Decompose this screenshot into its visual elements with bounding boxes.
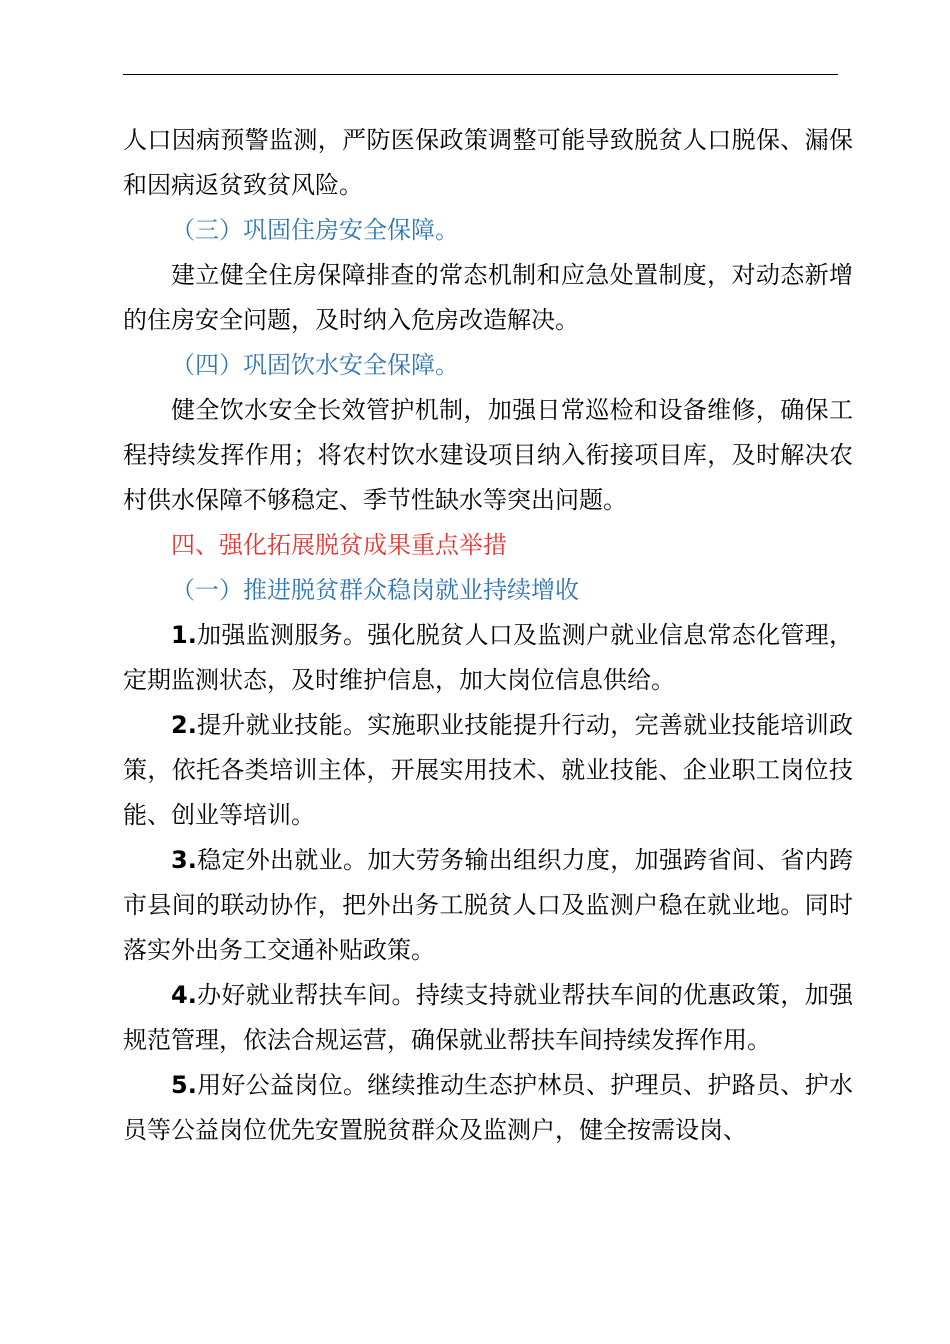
list-item-monitoring	[123, 613, 853, 703]
item-text: 提升就业技能。实施职业技能提升行动，完善就业技能培训政策，依托各类培训主体，开展实用技术、就业技能、企业职工岗位技能、创业等培训。	[123, 711, 853, 829]
section-heading-four: 四、强化拓展脱贫成果重点举措	[171, 531, 507, 559]
subheading-housing-safety: （三）巩固住房安全保障。	[171, 216, 459, 244]
item-text: 用好公益岗位。继续推动生态护林员、护理员、护路员、护水员等公益岗位优先安置脱贫群众及监测户，健全按需设岗、	[123, 1071, 853, 1144]
subheading-employment: （一）推进脱贫群众稳岗就业持续增收	[171, 576, 579, 604]
list-item-workshops	[123, 973, 853, 1063]
item-text: 加强监测服务。强化脱贫人口及监测户就业信息常态化管理，定期监测状态，及时维护信息，加大岗位信息供给。	[123, 621, 853, 694]
item-text: 办好就业帮扶车间。持续支持就业帮扶车间的优惠政策，加强规范管理，依法合规运营，确保就业帮扶车间持续发挥作用。	[123, 981, 853, 1054]
item-text: 稳定外出就业。加大劳务输出组织力度，加强跨省间、省内跨市县间的联动协作，把外出务工脱贫人口及监测户稳在就业地。同时落实外出务工交通补贴政策。	[123, 846, 853, 964]
list-item-public-posts	[123, 1063, 853, 1153]
item-number: 3.	[171, 846, 197, 874]
document-body	[123, 118, 853, 1153]
item-number: 2.	[171, 711, 197, 739]
paragraph-medical-insurance: 人口因病预警监测，严防医保政策调整可能导致脱贫人口脱保、漏保和因病返贫致贫风险。	[123, 126, 853, 199]
item-number: 4.	[171, 981, 197, 1009]
list-item-outbound-employment	[123, 838, 853, 973]
paragraph-housing-safety: 建立健全住房保障排查的常态机制和应急处置制度，对动态新增的住房安全问题，及时纳入危房改造解决。	[123, 261, 853, 334]
subheading-water-safety: （四）巩固饮水安全保障。	[171, 351, 459, 379]
header-rule	[123, 74, 838, 75]
item-number: 1.	[171, 621, 197, 649]
item-number: 5.	[171, 1071, 197, 1099]
list-item-skills	[123, 703, 853, 838]
paragraph-water-safety: 健全饮水安全长效管护机制，加强日常巡检和设备维修，确保工程持续发挥作用；将农村饮水建设项目纳入衔接项目库，及时解决农村供水保障不够稳定、季节性缺水等突出问题。	[123, 396, 853, 514]
